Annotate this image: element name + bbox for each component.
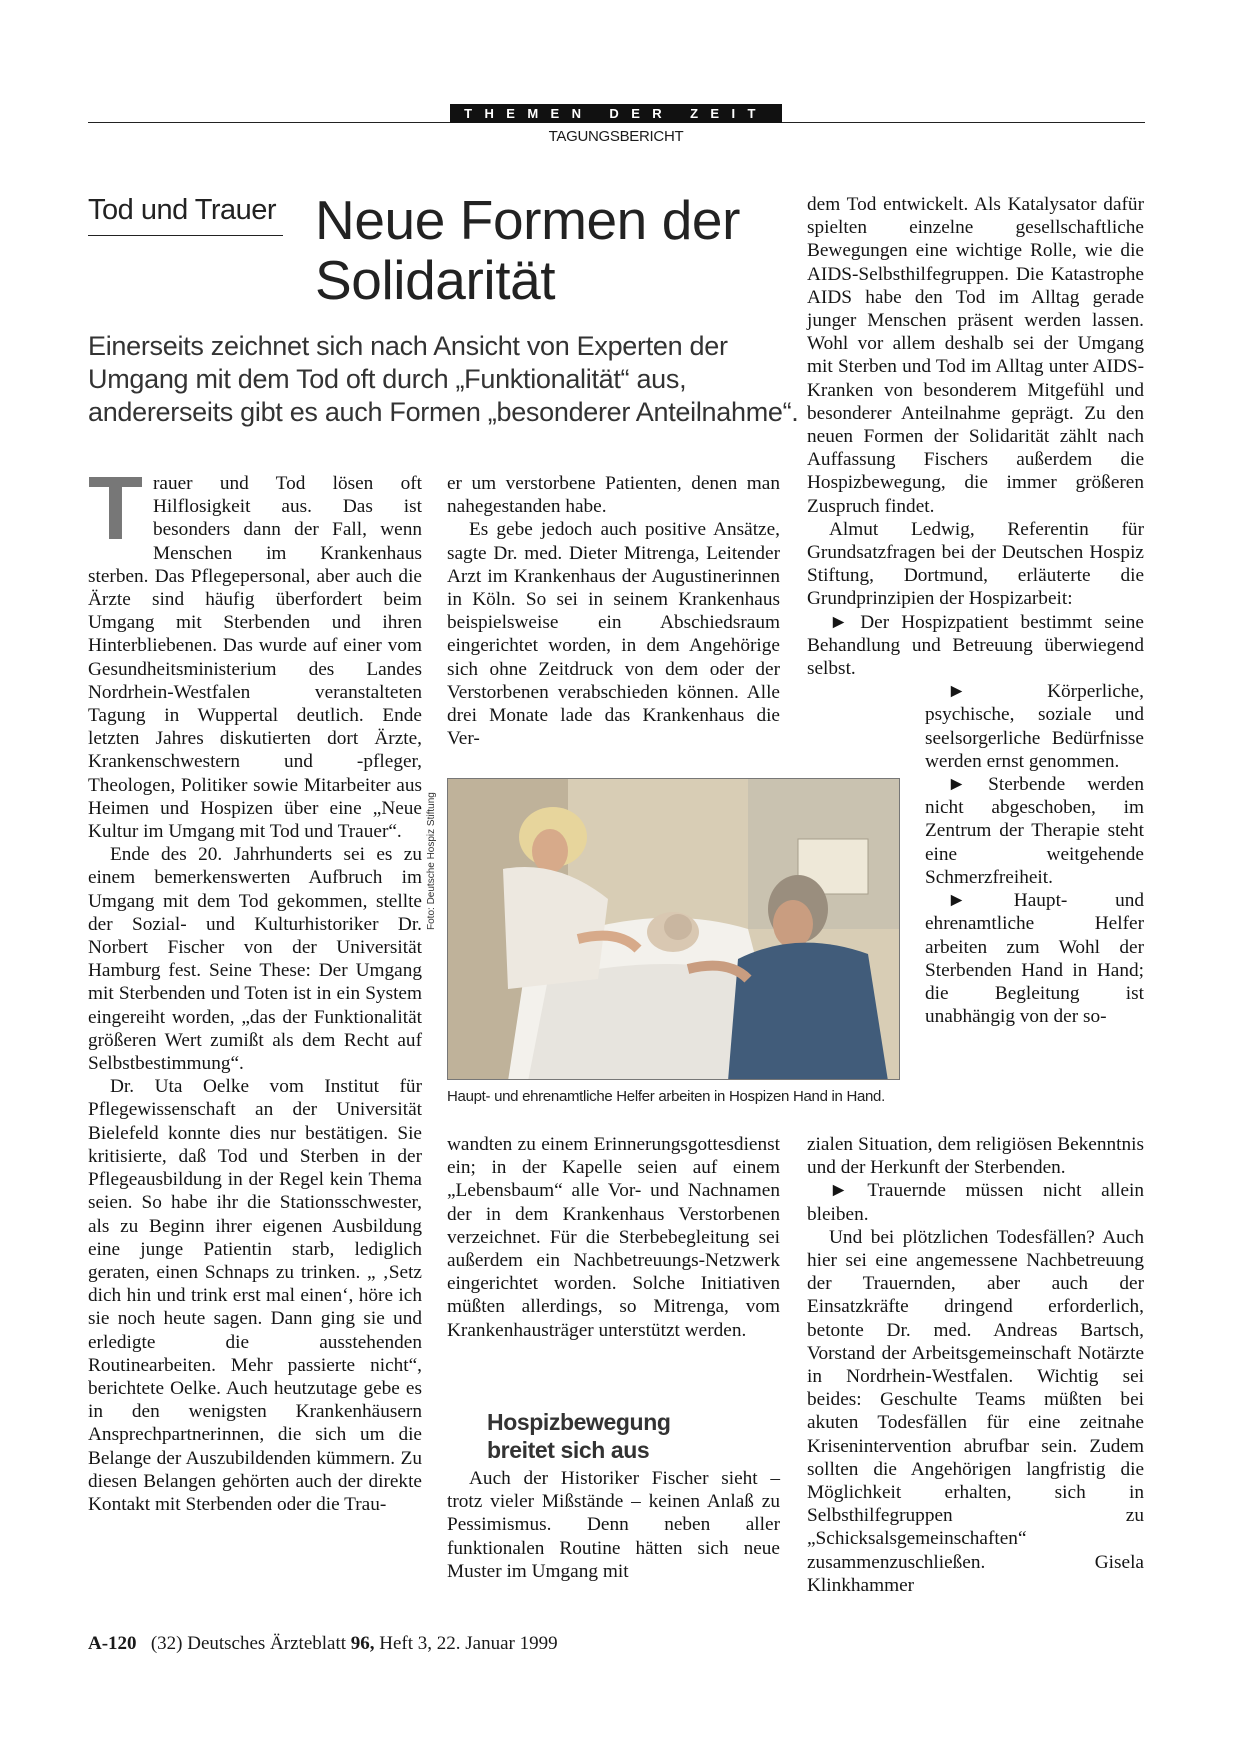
bullet-item: ► Sterbende werden nicht abgeschoben, im Zentrum der Therapie steht eine weitgehende Schmerzfreiheit. — [925, 774, 1144, 888]
citation-suffix: Heft 3, 22. Januar 1999 — [374, 1633, 558, 1654]
bullet-item: ► Haupt- und ehrenamtliche Helfer arbeiten zum Wohl der Sterbenden Hand in Hand; die Begleitung ist unabhängig von der so- — [925, 890, 1144, 1028]
section-subrubric: TAGUNGSBERICHT — [548, 128, 684, 145]
column-3-narrow — [925, 680, 1144, 1028]
drop-cap: T — [88, 459, 143, 559]
kicker-rule — [88, 235, 283, 236]
paragraph: Es gebe jedoch auch positive Ansätze, sagte Dr. med. Dieter Mitrenga, Leitender Arzt im Krankenhaus der Augustinerinnen in Köln. So sei in seinem Krankenhaus beispielsweise ein Abschiedsraum eingerichtet worden, in dem Angehörige sich ohne Zeitdruck von dem oder der Verstorbenen verabschieden können. Alle drei Monate lade das Krankenhaus die Ver- — [447, 519, 780, 750]
section-rubric: THEMEN DER ZEIT — [450, 104, 782, 123]
subheading-line-2: breitet sich aus — [487, 1437, 650, 1463]
page-number: A-120 — [88, 1633, 137, 1654]
paragraph: rauer und Tod lösen oft Hilflosigkeit aus. Das ist besonders dann der Fall, wenn Menschen im Krankenhaus sterben. Das Pflegepersonal, aber auch die Ärzte sind häufig überfordert beim Umgang mit Sterbenden und ihren Hinterbliebenen. Das wurde auf einer vom Gesundheitsministerium des Landes Nordrhein-Westfalen veranstalteten Tagung in Wuppertal deutlich. Ende letzten Jahres diskutierten dort Ärzte, Krankenschwestern und -pfleger, Theologen, Politiker sowie Mitarbeiter aus Heimen und Hospizen über eine „Neue Kultur im Umgang mit Tod und Trauer“. — [88, 473, 422, 843]
lead-line-2: Umgang mit dem Tod oft durch „Funktionalität“ aus, — [88, 364, 687, 394]
article-title-line-2: Solidarität — [315, 249, 556, 311]
lead-line-1: Einerseits zeichnet sich nach Ansicht von Experten der — [88, 331, 728, 361]
subheading-line-1: Hospizbewegung — [487, 1409, 671, 1435]
bullet-item: ► Der Hospizpatient bestimmt seine Behandlung und Betreuung überwiegend selbst. — [807, 611, 1144, 680]
paragraph: dem Tod entwickelt. Als Katalysator dafür spielten einzelne gesellschaftliche Bewegungen eine wichtige Rolle, wie die AIDS-Selbsthilfegruppen. Die Katastrophe AIDS habe den Tod im Alltag gerade junger Menschen präsent werden lassen. Wohl vor allem deshalb sei der Umgang mit Sterben und Tod im Alltag unter AIDS-Kranken von besonderem Mitgefühl und besonderer Anteilnahme geprägt. Zu den neuen Formen der Solidarität zählt nach Auffassung Fischers außerdem die Hospizbewegung, die immer größeren Zuspruch findet. — [807, 194, 1144, 517]
article-kicker: Tod und Trauer — [88, 194, 277, 226]
citation-prefix: (32) Deutsches Ärzteblatt — [150, 1633, 351, 1654]
paragraph: Ende des 20. Jahrhunderts sei es zu einem bemerkenswerten Aufbruch im Umgang mit dem Tod gekommen, stellte der Sozial- und Kulturhistoriker Dr. Norbert Fischer von der Universität Hamburg fest. Seine These: Der Umgang mit Sterbenden und Toten ist in ein System eingereiht worden, „das der Funktionalität größeren Wert zumißt als dem Recht auf Selbstbestimmung“. — [88, 844, 422, 1075]
bullet-item: ► Trauernde müssen nicht allein bleiben. — [807, 1180, 1144, 1225]
photo-credit: Foto: Deutsche Hospiz Stiftung — [426, 792, 437, 930]
column-3-top — [807, 193, 1144, 1028]
lead-line-3: andererseits gibt es auch Formen „besonderer Anteilnahme“. — [88, 397, 799, 427]
citation-volume: 96, — [350, 1633, 375, 1654]
paragraph: wandten zu einem Erinnerungsgottesdienst ein; in der Kapelle seien auf einem „Lebensbaum“ alle Vor- und Nachnamen der in dem Krankenhaus Verstorbenen verzeichnet. Für die Sterbebegleitung sei außerdem ein Nachbetreuungs-Netzwerk eingerichtet worden. Solche Initiativen müßten allerdings, so Mitrenga, vom Krankenhausträger unterstützt werden. — [447, 1134, 780, 1341]
bullet-item: ► Körperliche, psychische, soziale und seelsorgerliche Bedürfnisse werden ernst genommen. — [925, 681, 1144, 772]
column-3-bottom — [807, 1133, 1144, 1597]
column-2-top — [447, 472, 780, 750]
article-title-line-1: Neue Formen der — [315, 189, 741, 251]
column-2-bottom — [447, 1467, 780, 1583]
column-1 — [88, 459, 422, 1516]
paragraph: Almut Ledwig, Referentin für Grundsatzfragen bei der Deutschen Hospiz Stiftung, Dortmund, erläuterte die Grundprinzipien der Hospizarbeit: — [807, 518, 1144, 610]
photo-caption: Haupt- und ehrenamtliche Helfer arbeiten in Hospizen Hand in Hand. — [447, 1088, 885, 1105]
page-footer — [88, 1633, 558, 1655]
paragraph: er um verstorbene Patienten, denen man nahegestanden habe. — [447, 473, 780, 518]
paragraph: Auch der Historiker Fischer sieht – trotz vieler Mißstände – keinen Anlaß zu Pessimismus. Denn neben aller funktionalen Routine hätten sich neue Muster im Umgang mit — [447, 1468, 780, 1582]
paragraph: zialen Situation, dem religiösen Bekenntnis und der Herkunft der Sterbenden. — [807, 1134, 1144, 1179]
column-2-middle — [447, 1133, 780, 1342]
paragraph: Dr. Uta Oelke vom Institut für Pflegewissenschaft an der Universität Bielefeld konnte dies nur bestätigen. Sie kritisierte, daß Tod und Sterben in der Pflegeausbildung in der Regel kein Thema seien. So habe ihr die Stationsschwester, als zu Beginn ihrer eigenen Ausbildung eine junge Patientin starb, lediglich geraten, einen Schnaps zu trinken. „ ‚Setz dich hin und trink erst mal einen‘, höre ich sie noch heute sagen. Dann ging sie und erledigte die ausstehenden Routinearbeiten. Mehr passierte nicht“, berichtete Oelke. Auch heutzutage gebe es in den wenigsten Krankenhäusern Ansprechpartnerinnen, die sich um die Belange der Auszubildenden kümmern. Zu diesen Belangen gehörten auch der direkte Kontakt mit Sterbenden oder die Trau- — [88, 1076, 422, 1515]
paragraph: Und bei plötzlichen Todesfällen? Auch hier sei eine angemessene Nachbetreuung der Trauernden, aber auch der Einsatzkräfte dringend erforderlich, betonte Dr. med. Andreas Bartsch, Vorstand der Arbeitsgemeinschaft Notärzte in Nordrhein-Westfalen. Wichtig sei beides: Geschulte Teams müßten bei akuten Todesfällen für eine zeitnahe Krisenintervention abrufbar sein. Zudem sollten die Angehörigen langfristig die Möglichkeit erhalten, sich in Selbsthilfegruppen zu „Schicksalsgemeinschaften“ zusammenzuschließen. Gisela Klinkhammer — [807, 1226, 1144, 1596]
